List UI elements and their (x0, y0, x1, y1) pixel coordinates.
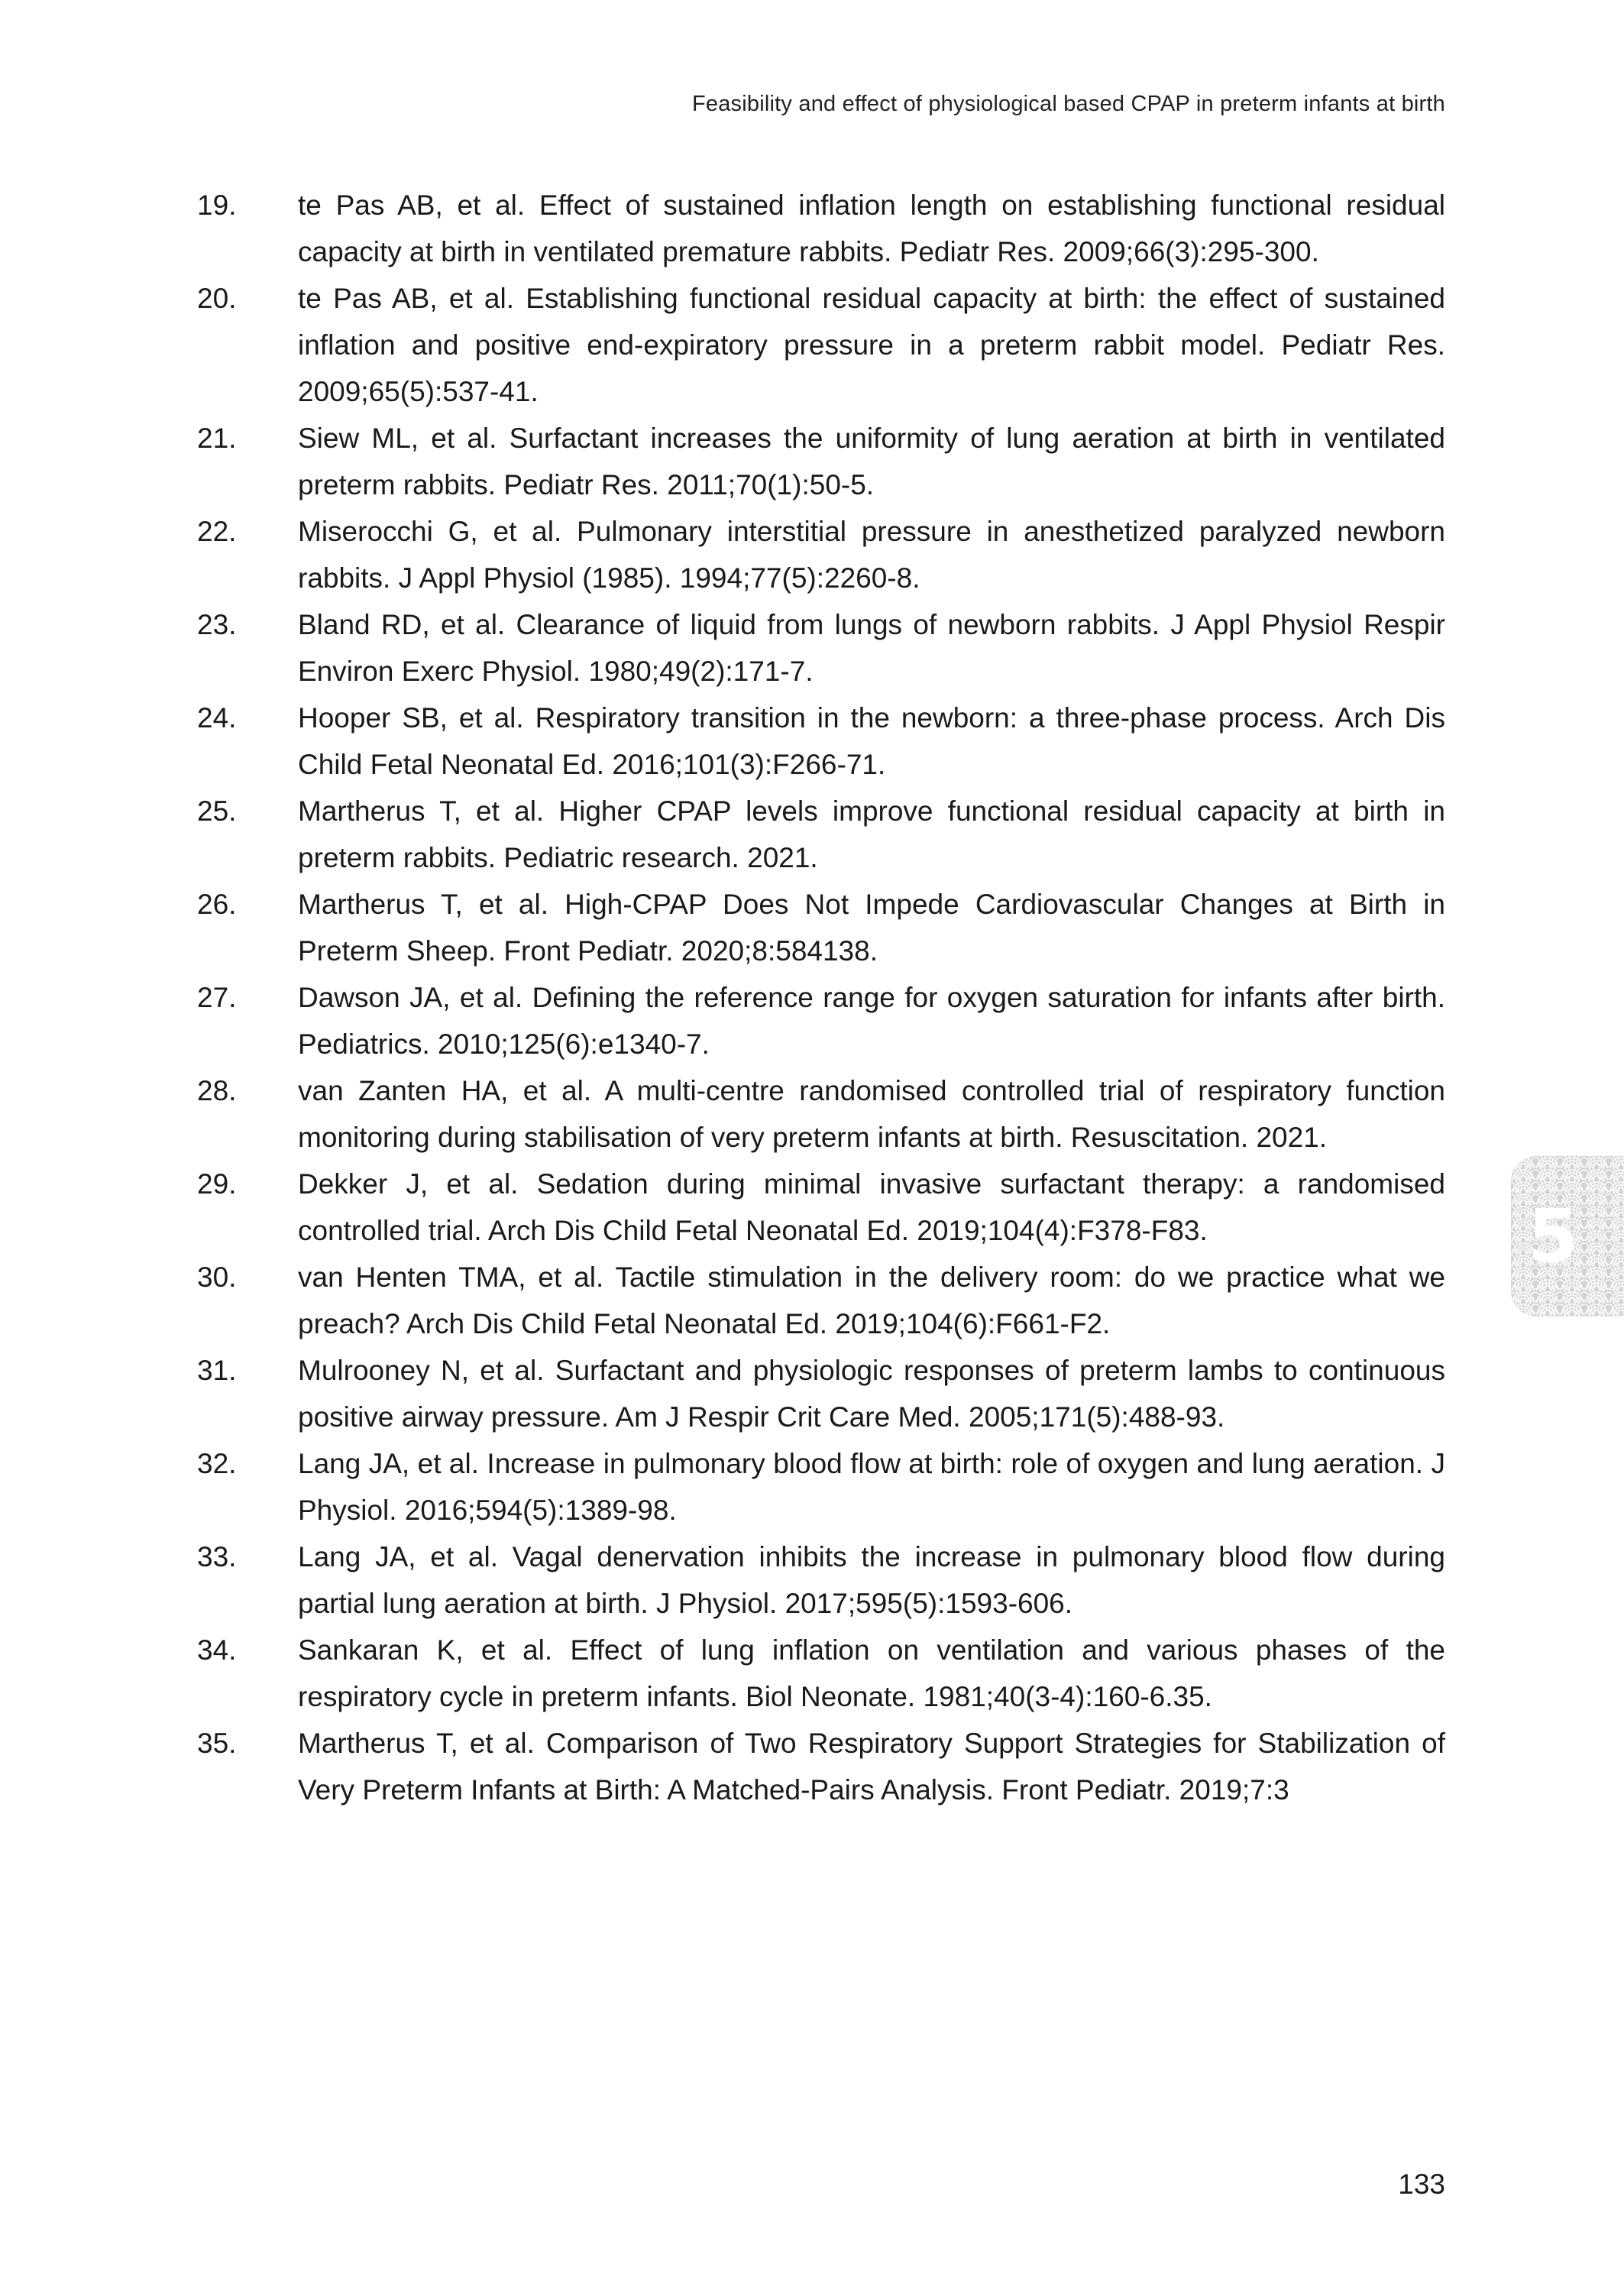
reference-number: 19. (197, 189, 237, 221)
reference-item (197, 974, 1445, 1067)
reference-number: 33. (197, 1541, 237, 1572)
reference-item (197, 788, 1445, 881)
reference-item (197, 695, 1445, 788)
reference-number: 30. (197, 1261, 237, 1293)
reference-text: Sankaran K, et al. Effect of lung inflation on ventilation and various phases of the respiratory cycle in preterm infants. Biol Neonate. 1981;40(3-4):160-6.35. (298, 1634, 1445, 1712)
chapter-number: 5 (1527, 1193, 1579, 1279)
reference-number: 35. (197, 1728, 237, 1759)
reference-text: van Henten TMA, et al. Tactile stimulation in the delivery room: do we practice what we preach? Arch Dis Child Fetal Neonatal Ed. 2019;104(6):F661-F2. (298, 1261, 1445, 1339)
reference-item (197, 881, 1445, 974)
reference-list (197, 182, 1445, 1813)
reference-text: Lang JA, et al. Increase in pulmonary blood flow at birth: role of oxygen and lung aeration. J Physiol. 2016;594(5):1389-98. (298, 1448, 1445, 1526)
chapter-tab (1511, 1156, 1624, 1317)
reference-text: Bland RD, et al. Clearance of liquid from lungs of newborn rabbits. J Appl Physiol Respir Environ Exerc Physiol. 1980;49(2):171-7. (298, 609, 1445, 687)
reference-number: 23. (197, 609, 237, 640)
reference-number: 27. (197, 982, 237, 1013)
reference-item (197, 275, 1445, 415)
reference-item (197, 182, 1445, 275)
reference-text: Martherus T, et al. High-CPAP Does Not Impede Cardiovascular Changes at Birth in Preterm Sheep. Front Pediatr. 2020;8:584138. (298, 889, 1445, 967)
reference-number: 21. (197, 423, 237, 454)
reference-text: Dekker J, et al. Sedation during minimal invasive surfactant therapy: a randomised controlled trial. Arch Dis Child Fetal Neonatal Ed. 2019;104(4):F378-F83. (298, 1168, 1445, 1246)
reference-item (197, 1720, 1445, 1813)
reference-number: 24. (197, 702, 237, 734)
reference-item (197, 415, 1445, 508)
running-header: Feasibility and effect of physiological based CPAP in preterm infants at birth (691, 92, 1445, 116)
reference-number: 28. (197, 1075, 237, 1106)
reference-item (197, 1534, 1445, 1627)
reference-item (197, 1161, 1445, 1254)
reference-number: 20. (197, 283, 237, 314)
reference-text: Hooper SB, et al. Respiratory transition in the newborn: a three-phase process. Arch Dis Child Fetal Neonatal Ed. 2016;101(3):F266-71. (298, 702, 1445, 780)
reference-item (197, 1627, 1445, 1720)
page-number: 133 (1398, 2168, 1445, 2200)
reference-text: Dawson JA, et al. Defining the reference range for oxygen saturation for infants after birth. Pediatrics. 2010;125(6):e1340-7. (298, 982, 1445, 1060)
reference-text: van Zanten HA, et al. A multi-centre randomised controlled trial of respiratory function monitoring during stabilisation of very preterm infants at birth. Resuscitation. 2021. (298, 1075, 1445, 1153)
reference-item (197, 601, 1445, 695)
reference-number: 25. (197, 795, 237, 827)
reference-text: Mulrooney N, et al. Surfactant and physiologic responses of preterm lambs to continuous positive airway pressure. Am J Respir Crit Care Med. 2005;171(5):488-93. (298, 1355, 1445, 1433)
reference-text: Martherus T, et al. Higher CPAP levels improve functional residual capacity at birth in preterm rabbits. Pediatric research. 2021. (298, 795, 1445, 873)
reference-item (197, 1254, 1445, 1347)
reference-number: 29. (197, 1168, 237, 1200)
reference-number: 32. (197, 1448, 237, 1479)
reference-number: 22. (197, 516, 237, 547)
reference-text: Miserocchi G, et al. Pulmonary interstitial pressure in anesthetized paralyzed newborn rabbits. J Appl Physiol (1985). 1994;77(5):2260-8. (298, 516, 1445, 594)
reference-text: Siew ML, et al. Surfactant increases the uniformity of lung aeration at birth in ventilated preterm rabbits. Pediatr Res. 2011;70(1):50-5. (298, 423, 1445, 500)
reference-number: 26. (197, 889, 237, 920)
reference-text: te Pas AB, et al. Effect of sustained inflation length on establishing functional residual capacity at birth in ventilated premature rabbits. Pediatr Res. 2009;66(3):295-300. (298, 189, 1445, 267)
reference-text: te Pas AB, et al. Establishing functional residual capacity at birth: the effect of sustained inflation and positive end-expiratory pressure in a preterm rabbit model. Pediatr Res. 2009;65(5):537-41. (298, 283, 1445, 407)
reference-item (197, 508, 1445, 601)
reference-number: 31. (197, 1355, 237, 1386)
reference-text: Martherus T, et al. Comparison of Two Respiratory Support Strategies for Stabilization of Very Preterm Infants at Birth: A Matched-Pairs Analysis. Front Pediatr. 2019;7:3 (298, 1728, 1445, 1806)
reference-item (197, 1067, 1445, 1161)
reference-number: 34. (197, 1634, 237, 1666)
reference-item (197, 1440, 1445, 1534)
reference-text: Lang JA, et al. Vagal denervation inhibits the increase in pulmonary blood flow during partial lung aeration at birth. J Physiol. 2017;595(5):1593-606. (298, 1541, 1445, 1619)
reference-item (197, 1347, 1445, 1440)
